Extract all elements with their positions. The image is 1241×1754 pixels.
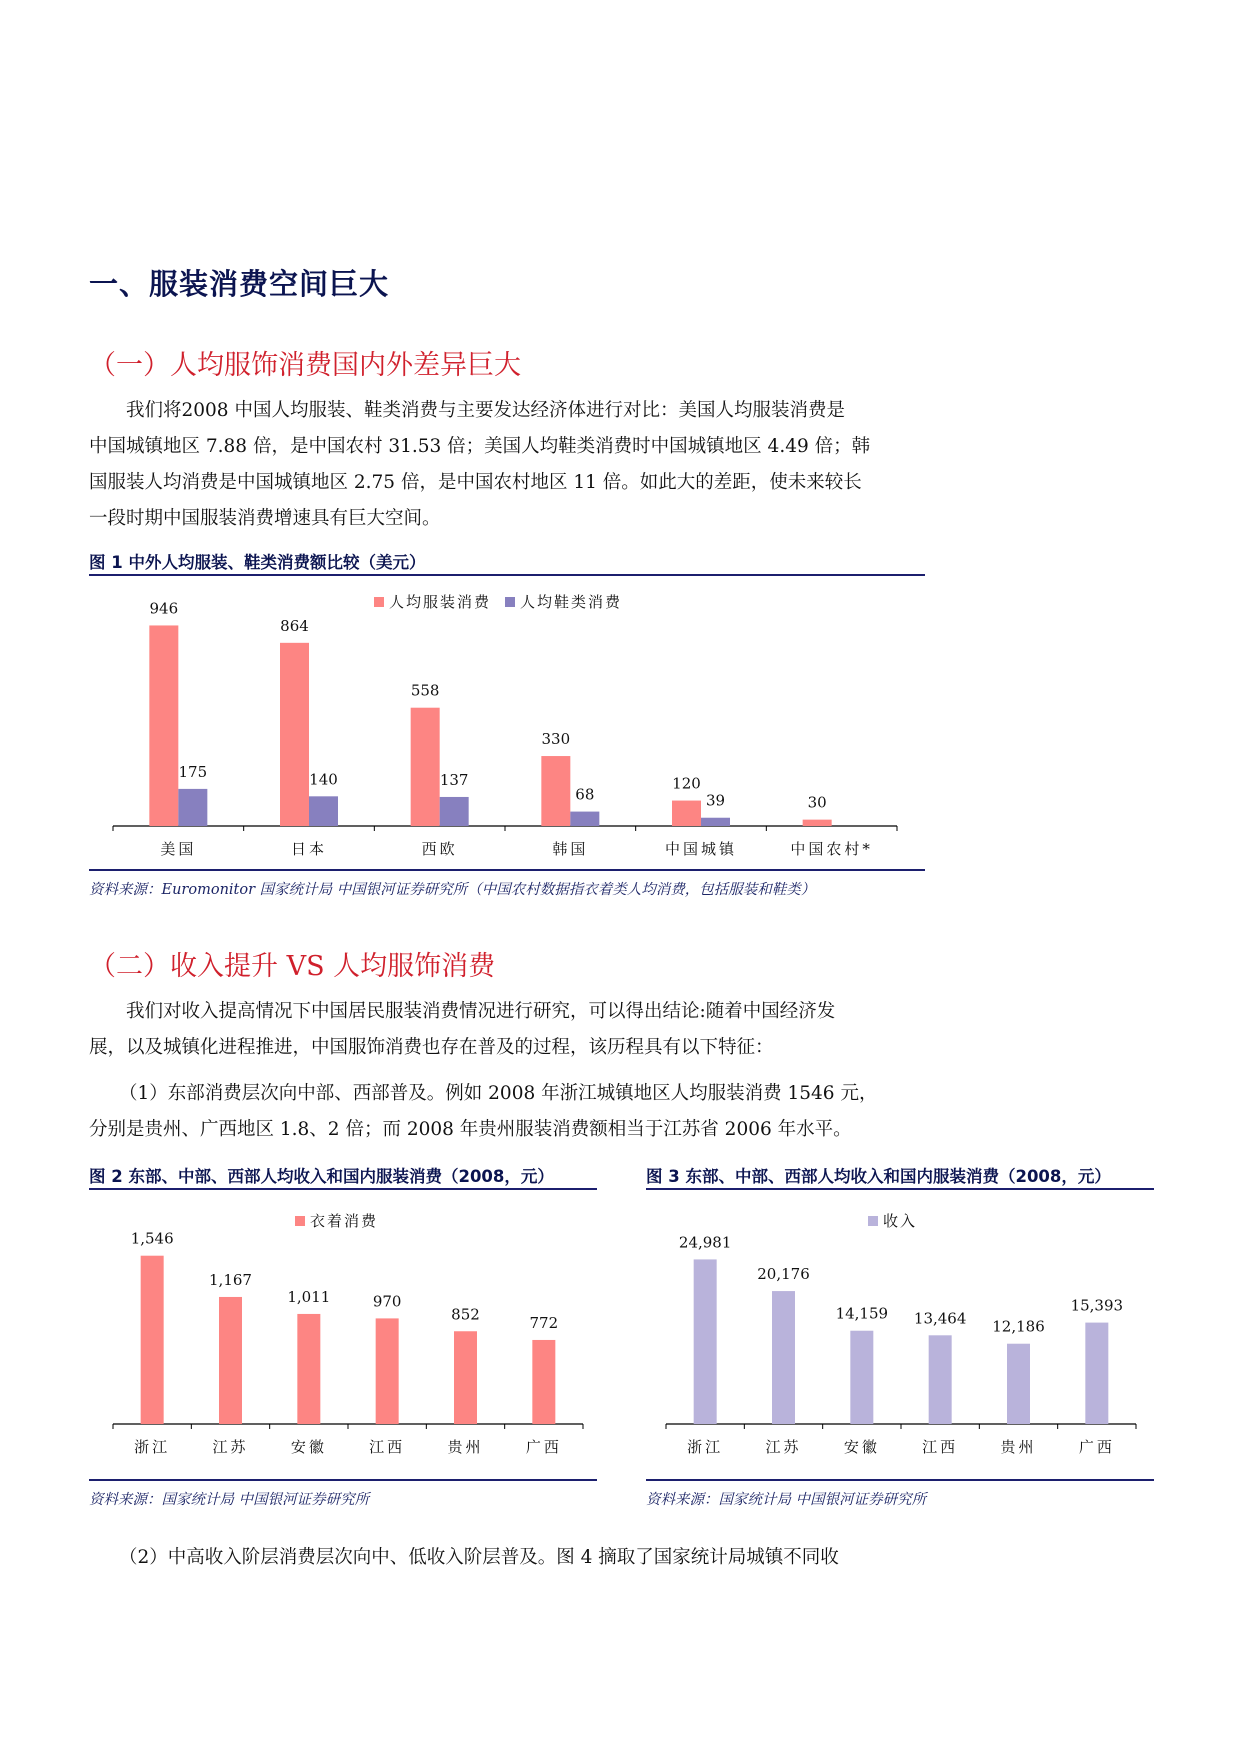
chart1-category-label: 中国城镇 [664, 840, 738, 858]
chart1-data-label: 140 [309, 770, 338, 789]
chart2-category-label: 江西 [369, 1438, 406, 1456]
chart2-data-label: 852 [451, 1305, 480, 1324]
chart2-data-label: 772 [529, 1313, 559, 1332]
paragraph-line: 中国城镇地区 7.88 倍，是中国农村 31.53 倍；美国人均鞋类消费时中国城镇地区 4.49 倍；韩 [89, 436, 871, 457]
point-2: （2）中高收入阶层消费层次向中、低收入阶层普及。图 4 摘取了国家统计局城镇不同收 [119, 1547, 839, 1568]
chart1-legend-label: 人均鞋类消费 [520, 593, 623, 611]
chart2-data-label: 1,011 [287, 1287, 331, 1306]
chart2-legend-swatch [295, 1216, 305, 1226]
chart1-legend-label: 人均服装消费 [389, 593, 492, 611]
chart2-data-label: 1,167 [209, 1270, 252, 1289]
chart2-category-label: 广西 [525, 1438, 562, 1456]
chart1-bar [803, 820, 832, 826]
chart1-category-label: 日本 [290, 840, 328, 858]
chart1-bar [672, 801, 701, 826]
chart3-bar [772, 1291, 795, 1424]
chart3-bar [1085, 1323, 1108, 1424]
chart2-category-label: 浙江 [134, 1438, 171, 1456]
figure-1-top-rule [89, 574, 925, 576]
paragraph-line: 国服装人均消费是中国城镇地区 2.75 倍，是中国农村地区 11 倍。如此大的差距，使未来较长 [89, 472, 862, 493]
chart1-data-label: 120 [672, 774, 701, 793]
figure-2-bottom-rule [89, 1479, 597, 1481]
paragraph-line: 我们对收入提高情况下中国居民服装消费情况进行研究，可以得出结论:随着中国经济发 [126, 1001, 836, 1022]
chart1-bar [280, 643, 309, 826]
chart1-data-label: 558 [410, 681, 440, 700]
chart3-bar [850, 1331, 873, 1424]
chart3-data-label: 24,981 [678, 1233, 732, 1252]
chart3-data-label: 12,186 [992, 1317, 1045, 1336]
chart3-category-label: 广西 [1078, 1438, 1115, 1456]
chart3-data-label: 13,464 [913, 1309, 967, 1328]
chart3-bar [1007, 1344, 1030, 1424]
chart1-data-label: 330 [541, 730, 571, 749]
chart1-legend-swatch [505, 597, 515, 607]
chart3-data-label: 15,393 [1070, 1296, 1124, 1315]
chart1-bar [309, 796, 338, 826]
figure-3-title: 图 3 东部、中部、西部人均收入和国内服装消费（2008，元） [646, 1167, 1111, 1186]
figure-3-top-rule [646, 1188, 1154, 1190]
chart2-bar [454, 1331, 477, 1424]
chart2-bar [219, 1297, 242, 1424]
chart3-category-label: 安徽 [843, 1438, 880, 1456]
chart2-category-label: 安徽 [290, 1438, 327, 1456]
figure-1-bottom-rule [89, 869, 925, 871]
chart1-legend-swatch [374, 597, 384, 607]
paragraph-2 [89, 994, 835, 1066]
chart1-bar [440, 797, 469, 826]
chart1-data-label: 30 [807, 793, 827, 812]
figure-3-bottom-rule [646, 1479, 1154, 1481]
chart1-bar [411, 708, 440, 826]
chart1-bar [701, 818, 730, 826]
chart1-category-label: 中国农村* [790, 840, 873, 858]
chart1-data-label: 864 [280, 616, 309, 635]
chart2-category-label: 贵州 [447, 1438, 484, 1456]
paragraph-1 [89, 393, 870, 537]
chart1-data-label: 137 [439, 770, 469, 789]
chart3-bar [929, 1335, 952, 1424]
chart1-data-label: 946 [149, 599, 179, 618]
chart1-bar [570, 812, 599, 826]
paragraph-line: 一段时期中国服装消费增速具有巨大空间。 [89, 508, 441, 529]
chart1-data-label: 68 [575, 785, 595, 804]
subsection-title-2: （二）收入提升 VS 人均服饰消费 [89, 951, 496, 982]
chart2-bar [532, 1340, 555, 1424]
chart3-category-label: 江苏 [765, 1438, 802, 1456]
chart1-category-label: 西欧 [421, 840, 458, 858]
chart3-category-label: 浙江 [687, 1438, 724, 1456]
chart3-category-label: 江西 [922, 1438, 959, 1456]
chart2-data-label: 1,546 [130, 1229, 174, 1248]
figure-2-top-rule [89, 1188, 597, 1190]
paragraph-line: 展，以及城镇化进程推进，中国服饰消费也存在普及的过程，该历程具有以下特征： [89, 1037, 774, 1058]
figure-1-source: 资料来源：Euromonitor 国家统计局 中国银河证券研究所（中国农村数据指衣着类人均消费，包括服装和鞋类） [89, 882, 816, 898]
chart3-category-label: 贵州 [1000, 1438, 1037, 1456]
chart1-data-label: 39 [705, 791, 726, 810]
chart2-bar [141, 1256, 164, 1424]
point-1 [89, 1076, 877, 1148]
chart2-data-label: 970 [372, 1292, 402, 1311]
figure-1-title: 图 1 中外人均服装、鞋类消费额比较（美元） [89, 553, 426, 572]
figure-2-title: 图 2 东部、中部、西部人均收入和国内服装消费（2008，元） [89, 1167, 554, 1186]
chart3-legend-label: 收入 [883, 1212, 918, 1230]
paragraph-line: （1）东部消费层次向中部、西部普及。例如 2008 年浙江城镇地区人均服装消费 1546 元， [119, 1083, 878, 1104]
chart3-legend-swatch [868, 1216, 878, 1226]
paragraph-line: 分别是贵州、广西地区 1.8、2 倍；而 2008 年贵州服装消费额相当于江苏省 2006 年水平。 [89, 1119, 852, 1140]
figure-1-chart [89, 578, 925, 868]
chart1-category-label: 美国 [160, 840, 197, 858]
chart2-bar [376, 1318, 399, 1424]
chart1-data-label: 175 [178, 762, 208, 781]
chart3-bar [694, 1259, 717, 1424]
chart1-category-label: 韩国 [552, 840, 589, 858]
figure-3-chart [646, 1192, 1154, 1467]
chart2-bar [297, 1314, 320, 1424]
chart3-data-label: 20,176 [757, 1265, 810, 1284]
chart3-data-label: 14,159 [835, 1304, 889, 1323]
paragraph-line: 我们将2008 中国人均服装、鞋类消费与主要发达经济体进行对比：美国人均服装消费是 [126, 400, 845, 421]
section-title: 一、服装消费空间巨大 [89, 267, 390, 301]
chart1-bar [541, 756, 570, 826]
chart1-bar [178, 789, 207, 826]
figure-2-chart [89, 1192, 597, 1467]
subsection-title-1: （一）人均服饰消费国内外差异巨大 [89, 350, 521, 381]
chart1-bar [149, 625, 178, 826]
chart2-legend-label: 衣着消费 [310, 1212, 379, 1230]
figure-3-source: 资料来源：国家统计局 中国银河证券研究所 [646, 1492, 927, 1508]
chart2-category-label: 江苏 [212, 1438, 249, 1456]
figure-2-source: 资料来源：国家统计局 中国银河证券研究所 [89, 1492, 370, 1508]
